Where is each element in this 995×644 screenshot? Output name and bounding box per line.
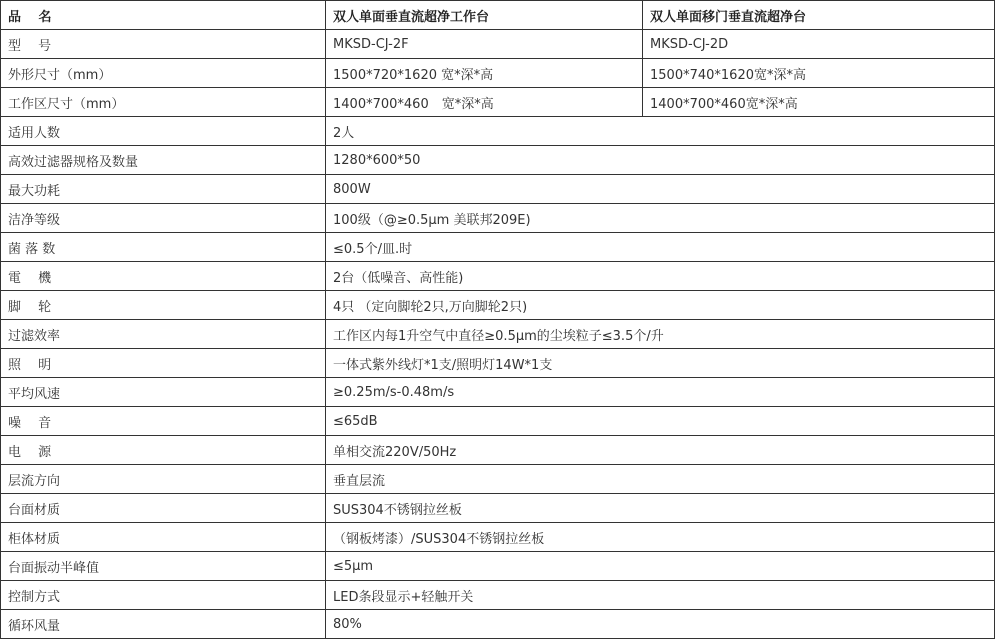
- row-label: 最大功耗: [1, 175, 326, 204]
- table-row: [1, 88, 995, 117]
- table-row: [1, 59, 995, 88]
- table-row: [1, 349, 995, 378]
- table-row: [1, 436, 995, 465]
- row-value: LED条段显示+轻触开关: [326, 581, 995, 610]
- table-row: [1, 552, 995, 581]
- table-row: [1, 175, 995, 204]
- row-value: 800W: [326, 175, 995, 204]
- row-value: 一体式紫外线灯*1支/照明灯14W*1支: [326, 349, 995, 378]
- table-row: [1, 378, 995, 407]
- header-model-b: 双人单面移门垂直流超净台: [643, 1, 995, 30]
- row-value: ≤5μm: [326, 552, 995, 581]
- row-label: 脚 轮: [1, 291, 326, 320]
- table-row: [1, 523, 995, 552]
- table-row: [1, 262, 995, 291]
- row-label: 高效过滤器规格及数量: [1, 146, 326, 175]
- row-value: 80%: [326, 610, 995, 639]
- row-value: 单相交流220V/50Hz: [326, 436, 995, 465]
- row-label: 平均风速: [1, 378, 326, 407]
- spec-table-body: [1, 1, 995, 639]
- table-row: [1, 610, 995, 639]
- row-value-model-a: MKSD-CJ-2F: [326, 30, 643, 59]
- row-value: ≥0.25m/s-0.48m/s: [326, 378, 995, 407]
- table-row: [1, 407, 995, 436]
- row-value: 100级（@≥0.5μm 美联邦209E): [326, 204, 995, 233]
- row-value: ≤65dB: [326, 407, 995, 436]
- row-value: ≤0.5个/皿.时: [326, 233, 995, 262]
- row-value: 工作区内每1升空气中直径≥0.5μm的尘埃粒子≤3.5个/升: [326, 320, 995, 349]
- row-label: 洁净等级: [1, 204, 326, 233]
- row-value-model-b: 1400*700*460宽*深*高: [643, 88, 995, 117]
- row-label: 型 号: [1, 30, 326, 59]
- table-row: [1, 146, 995, 175]
- row-label: 电 源: [1, 436, 326, 465]
- row-value: 2人: [326, 117, 995, 146]
- row-value-model-a: 1400*700*460 宽*深*高: [326, 88, 643, 117]
- table-row: [1, 581, 995, 610]
- header-model-a: 双人单面垂直流超净工作台: [326, 1, 643, 30]
- row-value-model-b: 1500*740*1620宽*深*高: [643, 59, 995, 88]
- table-row: [1, 494, 995, 523]
- table-row: [1, 465, 995, 494]
- table-row: [1, 320, 995, 349]
- table-row: [1, 291, 995, 320]
- row-value: 垂直层流: [326, 465, 995, 494]
- row-label: 适用人数: [1, 117, 326, 146]
- table-row: [1, 204, 995, 233]
- row-label: 照 明: [1, 349, 326, 378]
- row-label: 台面振动半峰值: [1, 552, 326, 581]
- row-value: 2台（低噪音、高性能): [326, 262, 995, 291]
- row-value: 4只 （定向脚轮2只,万向脚轮2只): [326, 291, 995, 320]
- row-label: 层流方向: [1, 465, 326, 494]
- row-label: 工作区尺寸（mm）: [1, 88, 326, 117]
- row-label: 菌 落 数: [1, 233, 326, 262]
- row-label: 噪 音: [1, 407, 326, 436]
- row-label: 台面材质: [1, 494, 326, 523]
- table-row: [1, 233, 995, 262]
- row-value: 1280*600*50: [326, 146, 995, 175]
- row-label: 電 機: [1, 262, 326, 291]
- row-value: SUS304不锈钢拉丝板: [326, 494, 995, 523]
- row-value: （钢板烤漆）/SUS304不锈钢拉丝板: [326, 523, 995, 552]
- header-label: 品 名: [1, 1, 326, 30]
- row-label: 控制方式: [1, 581, 326, 610]
- row-value-model-b: MKSD-CJ-2D: [643, 30, 995, 59]
- table-row: [1, 30, 995, 59]
- row-label: 过滤效率: [1, 320, 326, 349]
- row-label: 柜体材质: [1, 523, 326, 552]
- row-label: 外形尺寸（mm）: [1, 59, 326, 88]
- table-row: [1, 117, 995, 146]
- header-row: [1, 1, 995, 30]
- row-value-model-a: 1500*720*1620 宽*深*高: [326, 59, 643, 88]
- row-label: 循环风量: [1, 610, 326, 639]
